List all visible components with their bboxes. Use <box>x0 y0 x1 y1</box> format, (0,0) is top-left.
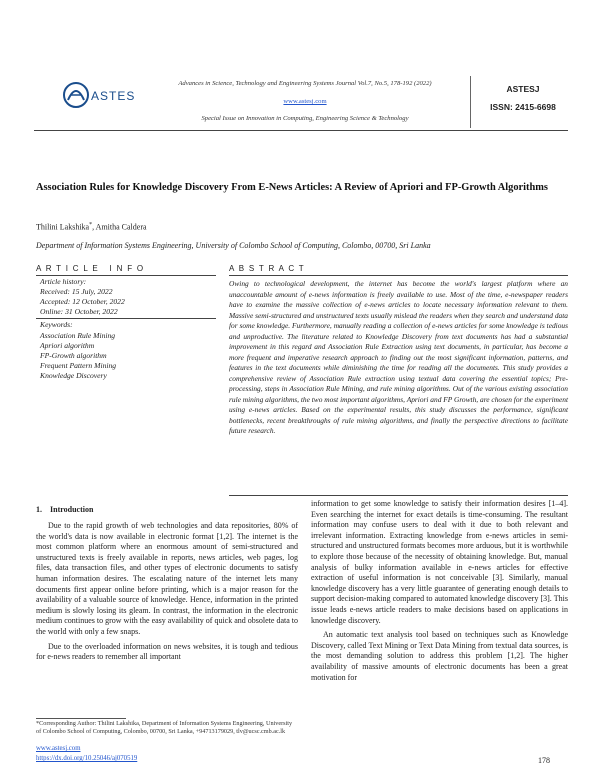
logo-text: ASTES <box>91 89 136 103</box>
abstract-bottom-rule <box>229 495 568 496</box>
special-issue-line: Special Issue on Innovation in Computing, Engineering Science & Technology <box>201 115 409 122</box>
article-info-heading: A R T I C L E I N F O <box>36 264 145 273</box>
header-divider <box>470 76 471 128</box>
corresponding-author-note: *Corresponding Author: Thilini Lakshika, Department of Information Systems Engineering, University of Colombo School of Computing, Colombo, 00700, Sri Lanka, +94713179029, tlv@ucsc.cmb.ac.lk <box>36 720 293 735</box>
issn: ISSN: 2415-6698 <box>490 102 556 112</box>
footer-url-link[interactable]: www.astesj.com <box>36 745 81 752</box>
accepted-date: Accepted: 12 October, 2022 <box>40 297 125 306</box>
journal-citation: Advances in Science, Technology and Engineering Systems Journal Vol.7, No.5, 178-192 (2022) <box>178 80 432 87</box>
keywords-label: Keywords: <box>40 320 73 329</box>
keywords-rule <box>36 318 216 319</box>
author-name: Thilini Lakshika <box>36 222 90 232</box>
author-name: , Amitha Caldera <box>92 222 147 232</box>
abstract-text: Owing to technological development, the internet has become the world's largest platform where an unaccountable amount of e-news information is freely available to use. Most of the time, e-newspaper readers have to examine the massive collection of e-news articles to locate necessary information relevant to them. Massive semi-structured and unstructured texts usually mislead the readers when they search and understand data for some knowledge. Furthermore, manually reading a collection of e-news articles for some knowledge is tedious and unproductive. The literature related to Knowledge Discovery from text documents has had a substantial improvement in this regard and Association Rule Extraction using text documents, in particular, has become a more frequent and imperative research approach to finding out the most significant information, patterns, and features in the text documents while diminishing the time for reading all the documents. This study provides a comprehensive review of Association Rule extraction using textual data covering the essential topics; Pre-processing, steps in Association Rule Mining, and rule mining algorithms. Out of the various existing association rule mining algorithms, the two most important algorithms, Apriori and FP Growth, are chosen for the experiment using e-news articles. Based on the experimental results, this study discusses the performance, significant bottlenecks, recent breakthroughs of rule mining algorithms, and finally the perspective directions to facilitate future research. <box>229 279 568 435</box>
page-number: 178 <box>538 756 550 765</box>
keyword: Association Rule Mining <box>40 331 116 340</box>
author-list <box>36 222 147 232</box>
article-info-rule <box>36 275 216 276</box>
keyword: Apriori algorithm <box>40 341 95 350</box>
journal-brand: ASTESJ <box>506 84 540 94</box>
astes-logo-icon <box>62 78 142 112</box>
received-date: Received: 15 July, 2022 <box>40 287 113 296</box>
astes-logo <box>62 78 142 112</box>
header-rule <box>34 130 568 131</box>
keyword: Knowledge Discovery <box>40 371 107 380</box>
author-mark: * <box>89 222 93 228</box>
history-label: Article history: <box>40 277 87 286</box>
keyword: FP-Growth algorithm <box>40 351 107 360</box>
paper-title: Association Rules for Knowledge Discovery From E-News Articles: A Review of Apriori and FP-Growth Algorithms <box>36 182 548 193</box>
paragraph: Due to the overloaded information on news websites, it is tough and tedious for e-news readers to remember all important <box>36 641 298 662</box>
paragraph: information to get some knowledge to satisfy their information desires [1–4]. Even searching the internet for exact details is time-consuming. The resultant information may confuse users to deal with it due to both relevant and irrelevant information. Extracting knowledge from e-news articles in semi-structured and unstructured formats becomes more arduous, but it is worthwhile to explore those because of the necessity of obtaining knowledge. But, manual analysis of bulky information available in e-news articles for effective extraction of useful information is not conceivable [3]. Similarly, manual knowledge discovery has a very little guarantee of generating enough details to support decision-making compared to automated knowledge discovery [3]. This issue leads e-news article readers to make decisions based on applications in knowledge discovery. <box>311 499 568 625</box>
online-date: Online: 31 October, 2022 <box>40 307 118 316</box>
paragraph: Due to the rapid growth of web technologies and data repositories, 80% of the world's data is now available in electronic format [1,2]. The internet is the most common platform where an enormous amount of semi-structured and unstructured texts is freely available in reports, news articles, web pages, log files, data transaction files, and other types of electronic documents to satisfy human information desires. The escalating nature of the internet lets many documents first appear online before printing, which is a major reason for the availability of a valuable source of knowledge. Hence, information in the printed medium is slowly losing its gleam. In contrast, the information in the electronic medium continues to grow with the easy availability of quick and obsolete data to the world with only a few snaps. <box>36 521 298 636</box>
abstract-heading: A B S T R A C T <box>229 264 305 273</box>
affiliation: Department of Information Systems Engineering, University of Colombo School of Computing, Colombo, 00700, Sri Lanka <box>36 241 431 250</box>
keyword: Frequent Pattern Mining <box>40 361 117 370</box>
body-column-right <box>311 499 568 687</box>
footnote-rule <box>36 718 126 719</box>
journal-url-link[interactable]: www.astesj.com <box>283 98 327 105</box>
section-heading: 1. Introduction <box>36 505 94 514</box>
doi-link[interactable]: https://dx.doi.org/10.25046/aj070519 <box>36 755 138 762</box>
body-column-left <box>36 521 298 667</box>
abstract-rule <box>229 275 568 276</box>
paragraph: An automatic text analysis tool based on techniques such as Knowledge Discovery, called Text Mining or Text Data Mining from textual data sources, is the most demanding solution to address this problem [1,2]. The higher availability of massive amounts of electronic documents has been a great motivation for <box>311 630 568 682</box>
